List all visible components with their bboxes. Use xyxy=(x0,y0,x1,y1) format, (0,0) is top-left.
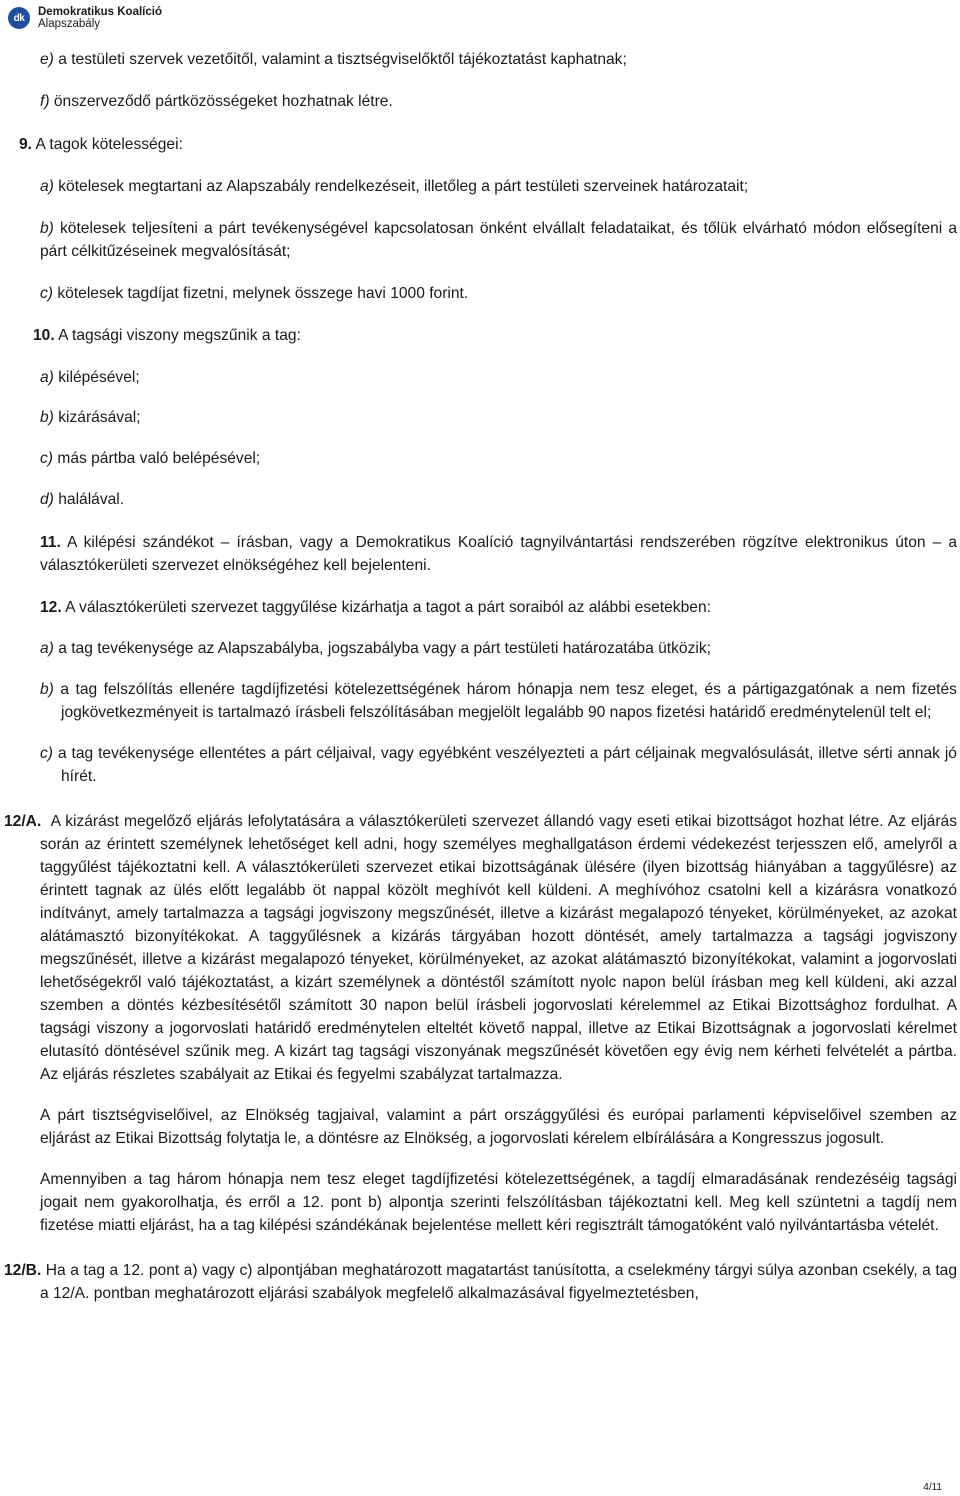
item-text: más pártba való belépésével; xyxy=(57,450,261,467)
section-10-heading xyxy=(33,324,957,347)
item-label: b) xyxy=(40,681,54,698)
item-label: a) xyxy=(40,640,54,657)
section-text: A kilépési szándékot – írásban, vagy a Demokratikus Koalíció tagnyilvántartási rendszerében rögzítve elektronikus úton – a választókerületi szervezet elnökségéhez kell bejelenteni. xyxy=(40,534,957,574)
paragraph-text: Amennyiben a tag három hónapja nem tesz eleget tagdíjfizetési kötelezettségének, a tagdíj elmaradásának rendezéséig tagsági jogait nem gyakorolhatja, és erről a 12. pont b) alpontja szerinti felszólításban tájékoztatni kell. Meg kell szüntetni a tagdíj nem fizetése miatti eljárást, ha a tag kilépési szándékának bejelentése mellett kéri regisztrált támogatóként való nyilvántartásba vételét. xyxy=(40,1171,957,1234)
section-11 xyxy=(40,531,957,577)
dk-logo: dk xyxy=(8,7,30,29)
item-10b xyxy=(40,406,957,429)
section-number: 12/A. xyxy=(4,813,42,830)
item-9c xyxy=(40,282,957,305)
document-body xyxy=(4,44,957,1305)
item-8e xyxy=(40,48,957,71)
item-text: halálával. xyxy=(58,491,125,508)
page-number: 4/11 xyxy=(923,1482,942,1493)
section-text: Ha a tag a 12. pont a) vagy c) alpontjában meghatározott magatartást tanúsította, a cselekmény tárgyi súlya azonban csekély, a tag a 12/A. pontban meghatározott eljárási szabályok megfelelő alkalmazásával figyelmeztetésben, xyxy=(40,1262,957,1302)
section-12-heading xyxy=(40,596,957,619)
org-name: Demokratikus Koalíció xyxy=(38,6,162,18)
item-text: kizárásával; xyxy=(58,409,141,426)
section-12a xyxy=(4,810,957,1086)
section-number: 12/B. xyxy=(4,1262,42,1279)
item-text: a tag tevékenysége ellentétes a párt céljaival, vagy egyébként veszélyezteti a párt céljainak megvalósulását, illetve sérti annak jó hírét. xyxy=(57,745,957,785)
section-number: 10. xyxy=(33,327,55,344)
item-8f xyxy=(40,90,957,113)
item-10d xyxy=(40,488,957,511)
item-text: kilépésével; xyxy=(58,369,140,386)
item-text: a testületi szervek vezetőitől, valamint a tisztségviselőktől tájékoztatást kaphatnak; xyxy=(58,51,627,68)
section-number: 9. xyxy=(19,136,33,153)
section-number: 12. xyxy=(40,599,62,616)
item-text: kötelesek teljesíteni a párt tevékenységével kapcsolatosan önként elvállalt feladataikat, és tőlük elvárható módon elősegíteni a párt célkitűzéseinek megvalósítását; xyxy=(40,220,957,260)
item-text: kötelesek tagdíjat fizetni, melynek összege havi 1000 forint. xyxy=(57,285,469,302)
item-label: f) xyxy=(40,93,50,110)
item-label: a) xyxy=(40,369,54,386)
item-label: c) xyxy=(40,450,53,467)
item-10a xyxy=(40,366,957,389)
item-12c xyxy=(40,742,957,788)
page-header xyxy=(8,4,162,32)
section-text: A kizárást megelőző eljárás lefolytatására a választókerületi szervezet állandó vagy eseti etikai bizottságot hozhat létre. Az eljárás során az érintett személynek lehetőséget kell adni, hogy személyes meghallgatáson érdemi védekezést terjesszen elő, amelyről a taggyűlést tájékoztatni kell. A választókerületi szervezet etikai bizottságának ülésére (ilyen bizottság hiányában a taggyűlésre) az érintett tagnak az ülés előtt legalább öt nappal közölt meghívót kell küldeni. A meghívóhoz csatolni kell a kizárásra vonatkozó indítványt, amely tartalmazza a tagsági jogviszony megszűnését, illetve a kizárást megalapozó tényeket, körülményeket, az azokat alátámasztó bizonyítékokat. A taggyűlésnek a kizárás tárgyában hozott döntését, amely tartalmazza a tagsági jogviszony megszűnését, illetve a kizárást megalapozó tényeket, körülményeket, az azokat alátámasztó bizonyítékokat, valamint a jogorvoslati lehetőségekről való tájékoztatást, a kizárt személynek a döntéstől számított nyolc napon belül írásban meg kell küldeni, aki azzal szemben a döntés kézbesítésétől számított 30 napon belül írásbeli jogorvoslati kérelemmel az Etikai Bizottsághoz fordulhat. A tagsági viszony a jogorvoslati határidő eredménytelen elteltét követő nappal, illetve az Etikai Bizottságnak a jogorvoslati kérelmet elutasító döntésével szűnik meg. A kizárt tag tagsági viszonyának megszűnését követően egy évig nem kérheti felvételét a pártba. Az eljárás részletes szabályait az Etikai és fegyelmi szabályzat tartalmazza. xyxy=(40,813,957,1083)
item-12b xyxy=(40,678,957,724)
document-name: Alapszabály xyxy=(38,18,101,30)
item-text: kötelesek megtartani az Alapszabály rendelkezéseit, illetőleg a párt testületi szerveinek határozatait; xyxy=(58,178,749,195)
item-text: önszerveződő pártközösségeket hozhatnak létre. xyxy=(53,93,393,110)
item-9a xyxy=(40,175,957,198)
item-label: c) xyxy=(40,285,53,302)
section-12b xyxy=(4,1259,957,1305)
item-text: a tag tevékenysége az Alapszabályba, jogszabályba vagy a párt testületi határozatába ütközik; xyxy=(58,640,711,657)
header-text xyxy=(38,6,162,30)
item-text: a tag felszólítás ellenére tagdíjfizetési kötelezettségének három hónapja nem tesz eleget, és a pártigazgatónak a nem fizetés jogkövetkezményeit is tartalmazó írásbeli felszólításában megjelölt legalább 90 napos fizetési határidő eredménytelenül telt el; xyxy=(60,681,957,721)
item-9b xyxy=(40,217,957,263)
item-label: b) xyxy=(40,409,54,426)
section-title: A választókerületi szervezet taggyűlése kizárhatja a tagot a párt soraiból az alábbi esetekben: xyxy=(65,599,711,616)
item-label: b) xyxy=(40,220,54,237)
item-10c xyxy=(40,447,957,470)
section-9-heading xyxy=(19,133,957,156)
item-label: e) xyxy=(40,51,54,68)
item-12a xyxy=(40,637,957,660)
item-label: d) xyxy=(40,491,54,508)
section-title: A tagok kötelességei: xyxy=(35,136,183,153)
item-label: c) xyxy=(40,745,53,762)
section-12a-paragraph-2 xyxy=(40,1104,957,1150)
section-title: A tagsági viszony megszűnik a tag: xyxy=(58,327,301,344)
section-12a-paragraph-3 xyxy=(40,1168,957,1237)
item-label: a) xyxy=(40,178,54,195)
section-number: 11. xyxy=(40,534,61,551)
paragraph-text: A párt tisztségviselőivel, az Elnökség tagjaival, valamint a párt országgyűlési és európai parlamenti képviselőivel szemben az eljárást az Etikai Bizottság folytatja le, a döntésre az Elnökség, a jogorvoslati kérelem elbírálására a Kongresszus jogosult. xyxy=(40,1107,957,1147)
